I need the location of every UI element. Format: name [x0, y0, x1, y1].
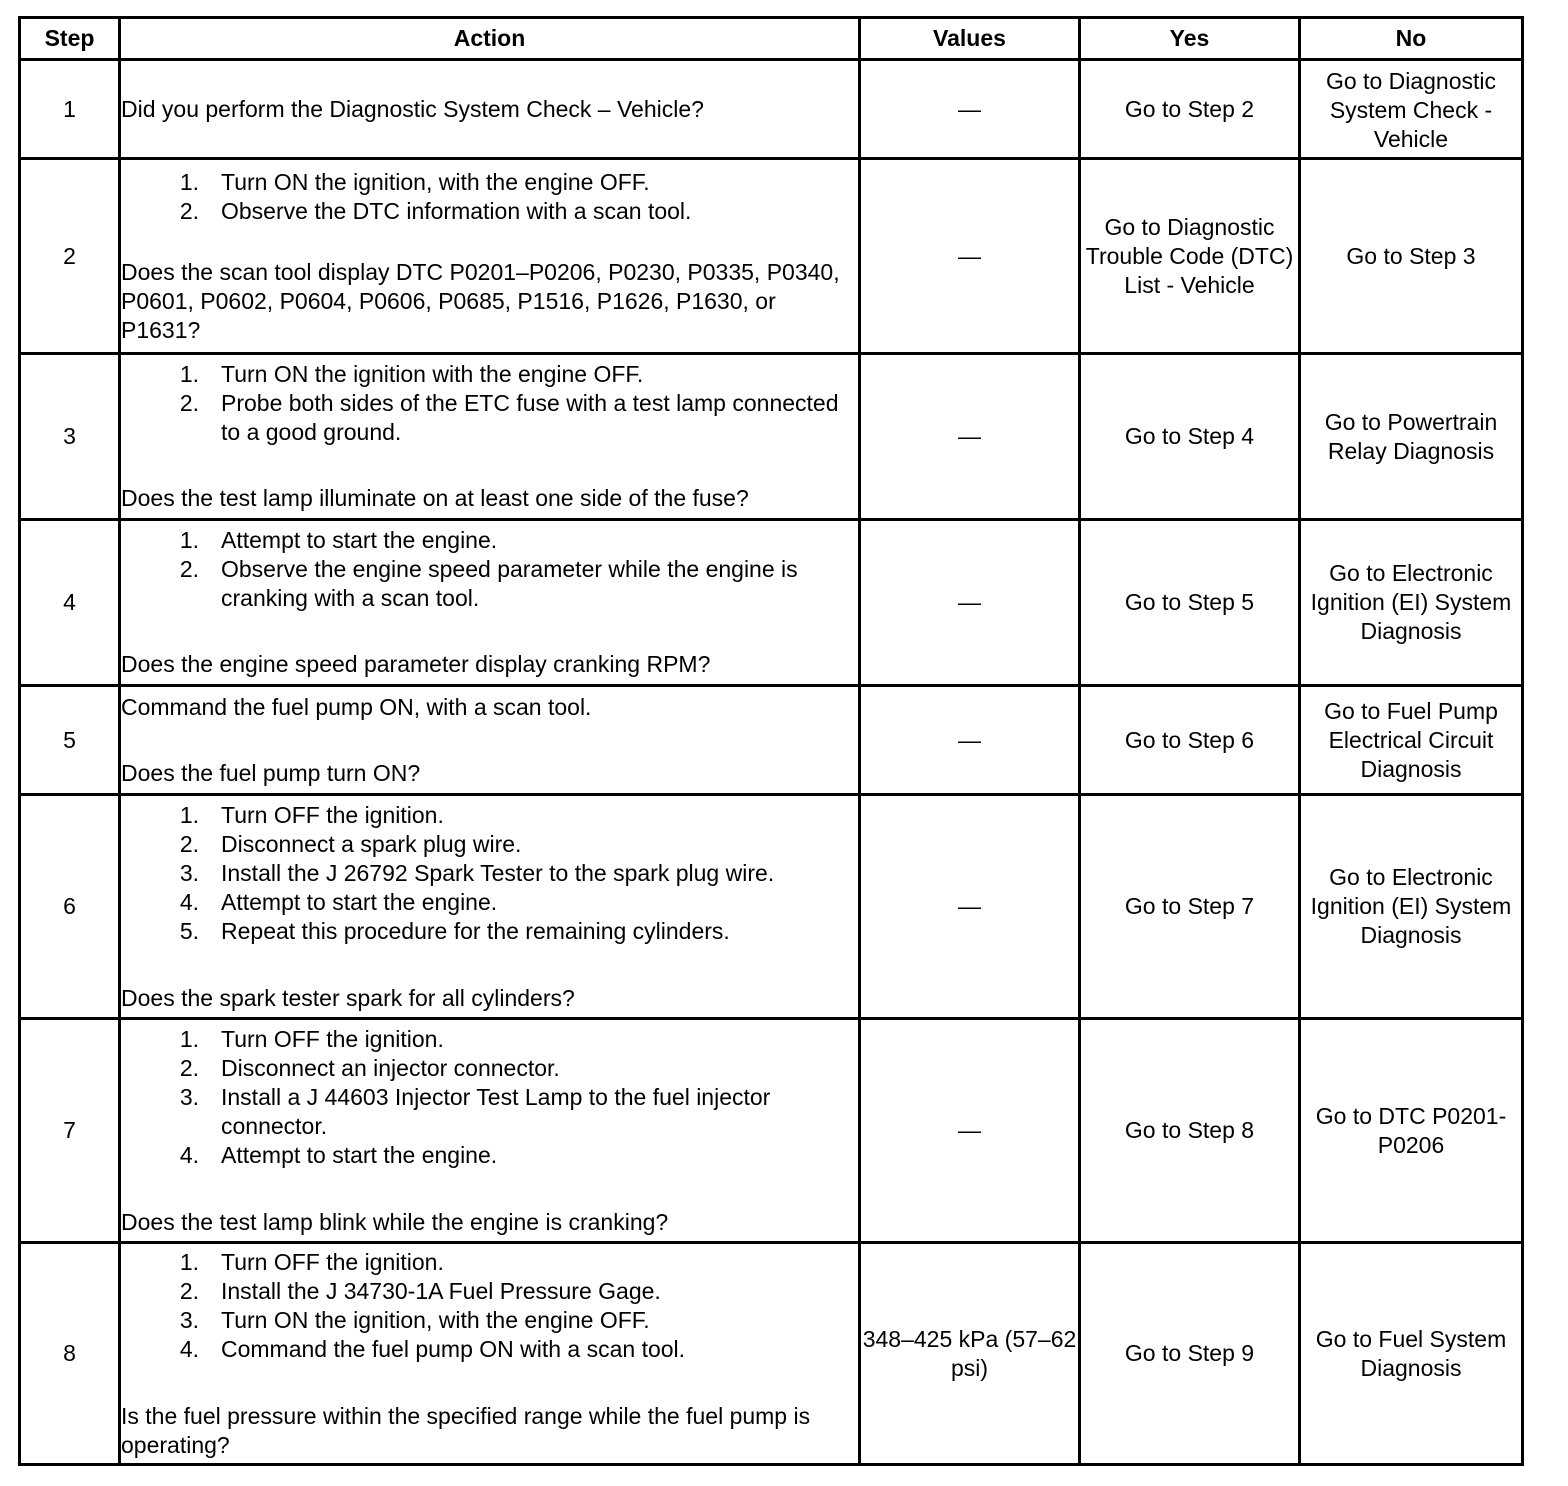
diagnostic-table [18, 16, 1524, 1466]
list-item: 2. Install the J 34730-1A Fuel Pressure Gage. [179, 1277, 661, 1304]
yes-cell: Go to Step 9 [1080, 1243, 1300, 1465]
step-list [121, 1248, 858, 1364]
no-cell: Go to Electronic Ignition (EI) System Diagnosis [1300, 520, 1523, 686]
step-number: 3 [20, 354, 120, 520]
list-item: 3. Install the J 26792 Spark Tester to the spark plug wire. [179, 859, 775, 886]
step-list [121, 168, 858, 226]
question-text: Does the engine speed parameter display cranking RPM? [121, 651, 711, 677]
question-text: Did you perform the Diagnostic System Check – Vehicle? [121, 95, 704, 122]
table-row [20, 354, 1523, 520]
no-cell: Go to DTC P0201-P0206 [1300, 1019, 1523, 1243]
no-cell: Go to Fuel Pump Electrical Circuit Diagnosis [1300, 686, 1523, 795]
intro-text: Command the fuel pump ON, with a scan tool. [121, 693, 592, 720]
step-list [121, 1025, 858, 1170]
step-number: 5 [20, 686, 120, 795]
table-row [20, 159, 1523, 354]
step-number: 8 [20, 1243, 120, 1465]
list-item: 2. Observe the engine speed parameter while the engine is cranking with a scan tool. [179, 556, 798, 611]
list-item: 4. Command the fuel pump ON with a scan tool. [179, 1335, 686, 1362]
yes-cell: Go to Diagnostic Trouble Code (DTC) List - Vehicle [1080, 159, 1300, 354]
question-text: Is the fuel pressure within the specified range while the fuel pump is operating? [121, 1402, 811, 1458]
list-item: 5. Repeat this procedure for the remaining cylinders. [179, 917, 730, 944]
action-cell [120, 1243, 860, 1465]
header-no: No [1300, 18, 1523, 60]
action-cell [120, 520, 860, 686]
list-item: 2. Probe both sides of the ETC fuse with a test lamp connected to a good ground. [179, 390, 839, 445]
list-item: 1. Turn OFF the ignition. [179, 801, 444, 828]
question-text: Does the spark tester spark for all cylinders? [121, 984, 575, 1011]
list-item: 3. Install a J 44603 Injector Test Lamp to the fuel injector connector. [179, 1083, 771, 1139]
action-cell [120, 60, 860, 159]
header-yes: Yes [1080, 18, 1300, 60]
value-cell: — [860, 1019, 1080, 1243]
step-number: 6 [20, 795, 120, 1019]
value-cell: — [860, 520, 1080, 686]
action-cell [120, 159, 860, 354]
table-row [20, 795, 1523, 1019]
action-cell [120, 354, 860, 520]
table-row [20, 60, 1523, 159]
list-item: 2. Disconnect an injector connector. [179, 1054, 560, 1081]
list-item: 2. Observe the DTC information with a scan tool. [179, 197, 692, 224]
header-values: Values [860, 18, 1080, 60]
value-cell: — [860, 159, 1080, 354]
step-number: 4 [20, 520, 120, 686]
list-item: 1. Turn OFF the ignition. [179, 1248, 444, 1275]
value-cell: 348–425 kPa (57–62 psi) [860, 1243, 1080, 1465]
table-row [20, 1243, 1523, 1465]
list-item: 4. Attempt to start the engine. [179, 1141, 498, 1168]
action-cell [120, 1019, 860, 1243]
step-list [121, 801, 858, 946]
question-text: Does the fuel pump turn ON? [121, 759, 421, 786]
action-cell [120, 686, 860, 795]
no-cell: Go to Electronic Ignition (EI) System Diagnosis [1300, 795, 1523, 1019]
step-list [121, 526, 858, 613]
yes-cell: Go to Step 7 [1080, 795, 1300, 1019]
list-item: 1. Turn ON the ignition with the engine OFF. [179, 361, 644, 387]
no-cell: Go to Powertrain Relay Diagnosis [1300, 354, 1523, 520]
step-number: 7 [20, 1019, 120, 1243]
value-cell: — [860, 60, 1080, 159]
list-item: 1. Attempt to start the engine. [179, 527, 498, 553]
list-item: 2. Disconnect a spark plug wire. [179, 830, 522, 857]
yes-cell: Go to Step 2 [1080, 60, 1300, 159]
header-action: Action [120, 18, 860, 60]
list-item: 1. Turn OFF the ignition. [179, 1025, 444, 1052]
header-step: Step [20, 18, 120, 60]
yes-cell: Go to Step 4 [1080, 354, 1300, 520]
yes-cell: Go to Step 8 [1080, 1019, 1300, 1243]
list-item: 3. Turn ON the ignition, with the engine OFF. [179, 1306, 650, 1333]
question-text: Does the test lamp blink while the engine is cranking? [121, 1208, 669, 1235]
action-cell [120, 795, 860, 1019]
yes-cell: Go to Step 6 [1080, 686, 1300, 795]
step-number: 1 [20, 60, 120, 159]
no-cell: Go to Step 3 [1300, 159, 1523, 354]
step-number: 2 [20, 159, 120, 354]
list-item: 4. Attempt to start the engine. [179, 888, 498, 915]
step-list [121, 360, 858, 447]
no-cell: Go to Fuel System Diagnosis [1300, 1243, 1523, 1465]
table-row [20, 686, 1523, 795]
list-item: 1. Turn ON the ignition, with the engine OFF. [179, 168, 650, 195]
no-cell: Go to Diagnostic System Check - Vehicle [1300, 60, 1523, 159]
header-row [20, 18, 1523, 60]
table-row [20, 520, 1523, 686]
value-cell: — [860, 686, 1080, 795]
value-cell: — [860, 795, 1080, 1019]
question-text: Does the test lamp illuminate on at least one side of the fuse? [121, 485, 749, 511]
value-cell: — [860, 354, 1080, 520]
question-text: Does the scan tool display DTC P0201–P0206, P0230, P0335, P0340, P0601, P0602, P0604, P0606, P0685, P1516, P1626, P1630, or P1631? [121, 258, 840, 343]
yes-cell: Go to Step 5 [1080, 520, 1300, 686]
table-row [20, 1019, 1523, 1243]
